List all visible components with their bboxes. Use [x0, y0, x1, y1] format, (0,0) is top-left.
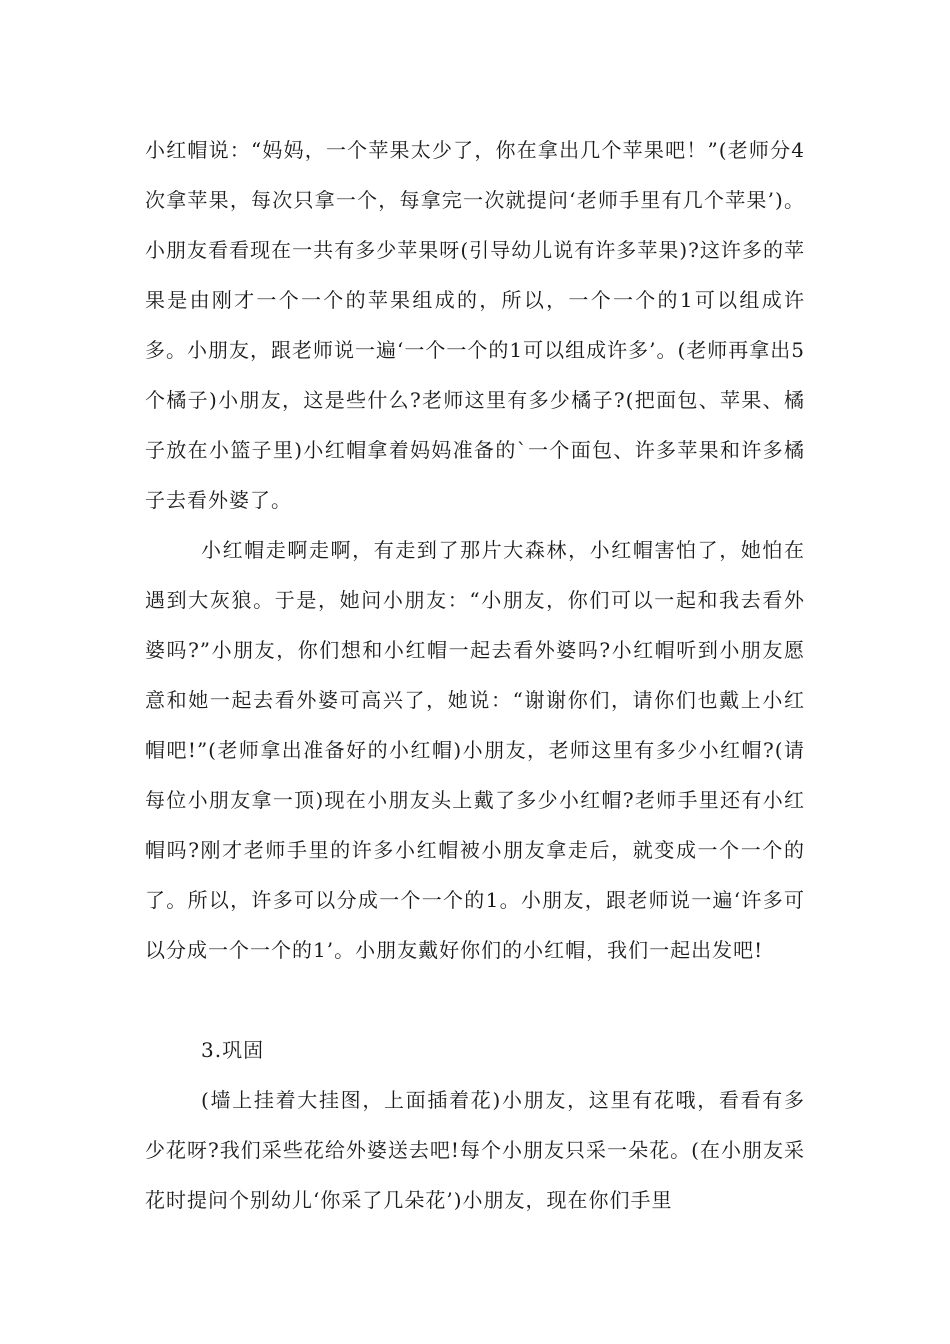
section-heading-consolidate: 3.巩固	[201, 1038, 265, 1062]
paragraph-forest-red-hats: 小红帽走啊走啊，有走到了那片大森林，小红帽害怕了，她怕在遇到大灰狼。于是，她问小朋友：“小朋友，你们可以一起和我去看外婆吗?”小朋友，你们想和小红帽一起去看外婆吗?小红帽听到小朋友愿意和她一起去看外婆可高兴了，她说：“谢谢你们，请你们也戴上小红帽吧!”(老师拿出准备好的小红帽)小朋友，老师这里有多少小红帽?(请每位小朋友拿一顶)现在小朋友头上戴了多少小红帽?老师手里还有小红帽吗?刚才老师手里的许多小红帽被小朋友拿走后，就变成一个一个的了。所以，许多可以分成一个一个的1。小朋友，跟老师说一遍‘许多可以分成一个一个的1’。小朋友戴好你们的小红帽，我们一起出发吧!	[145, 538, 805, 962]
paragraph-picking-flowers: (墙上挂着大挂图，上面插着花)小朋友，这里有花哦，看看有多少花呀?我们采些花给外婆送去吧!每个小朋友只采一朵花。(在小朋友采花时提问个别幼儿‘你采了几朵花’)小朋友，现在你们手里	[145, 1088, 805, 1212]
paragraph-apples-oranges: 小红帽说：“妈妈，一个苹果太少了，你在拿出几个苹果吧！”(老师分4次拿苹果，每次只拿一个，每拿完一次就提问‘老师手里有几个苹果’)。小朋友看看现在一共有多少苹果呀(引导幼儿说有许多苹果)?这许多的苹果是由刚才一个一个的苹果组成的，所以，一个一个的1可以组成许多。小朋友，跟老师说一遍‘一个一个的1可以组成许多’。(老师再拿出5个橘子)小朋友，这是些什么?老师这里有多少橘子?(把面包、苹果、橘子放在小篮子里)小红帽拿着妈妈准备的`一个面包、许多苹果和许多橘子去看外婆了。	[145, 138, 805, 512]
